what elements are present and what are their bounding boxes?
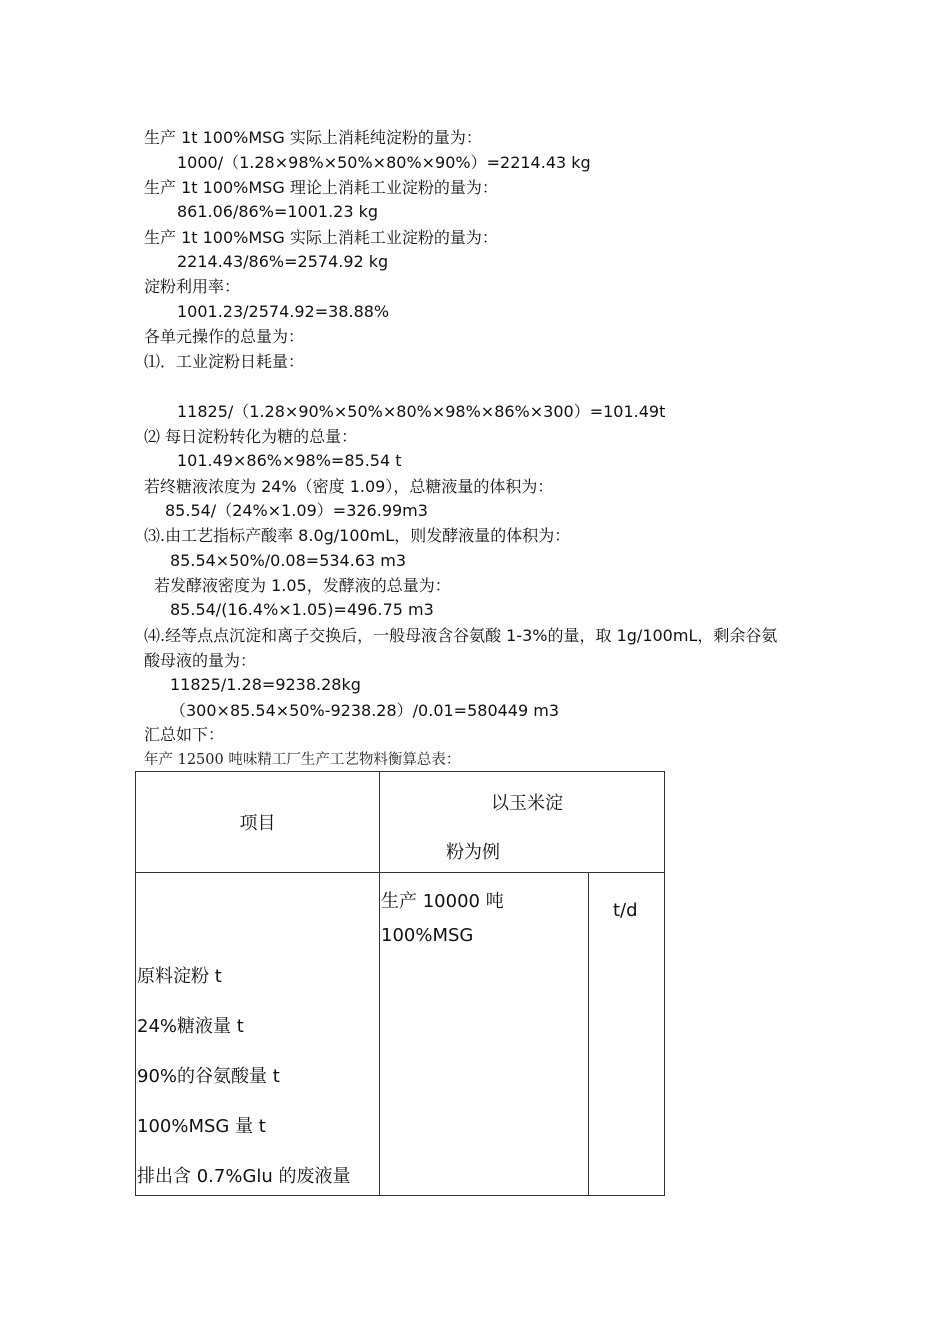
formula-line: 11825/1.28=9238.28kg bbox=[170, 675, 361, 694]
header-group-line1: 以玉米淀 bbox=[491, 793, 563, 814]
text-line: 生产 1t 100%MSG 实际上消耗纯淀粉的量为： bbox=[144, 128, 482, 147]
unit-column-cell bbox=[589, 873, 665, 1196]
text-line: ⑴．工业淀粉日耗量： bbox=[144, 352, 305, 371]
formula-line: 85.54/（24%×1.09）=326.99m3 bbox=[165, 501, 428, 520]
text-line: 若终糖液浓度为 24%（密度 1.09），总糖液量的体积为： bbox=[144, 477, 554, 496]
formula-line: （300×85.54×50%-9238.28）/0.01=580449 m3 bbox=[170, 701, 560, 720]
table-caption: 年产 12500 吨味精工厂生产工艺物料衡算总表： bbox=[144, 752, 461, 768]
text-line: 淀粉利用率： bbox=[144, 277, 241, 296]
formula-line: 1001.23/2574.92=38.88% bbox=[177, 302, 390, 321]
header-item-cell bbox=[136, 772, 380, 873]
formula-line: 85.54/(16.4%×1.05)=496.75 m3 bbox=[170, 600, 434, 619]
formula-line: 861.06/86%=1001.23 kg bbox=[177, 202, 379, 221]
formula-line: 85.54×50%/0.08=534.63 m3 bbox=[170, 551, 407, 570]
row-label: 90%的谷氨酸量 t bbox=[137, 1066, 280, 1087]
formula-line: 2214.43/86%=2574.92 kg bbox=[177, 252, 389, 271]
text-line: ⑷.经等点点沉淀和离子交换后，一般母液含谷氨酸 1-3%的量，取 1g/100mL，剩余谷氨 bbox=[144, 626, 778, 645]
production-header-line1: 生产 10000 吨 bbox=[381, 891, 504, 912]
text-line: 生产 1t 100%MSG 实际上消耗工业淀粉的量为： bbox=[144, 228, 498, 247]
header-item-label: 项目 bbox=[239, 813, 276, 834]
text-line: 生产 1t 100%MSG 理论上消耗工业淀粉的量为： bbox=[144, 178, 498, 197]
text-line: 各单元操作的总量为： bbox=[144, 327, 305, 346]
row-label: 原料淀粉 t bbox=[137, 966, 222, 987]
formula-line: 101.49×86%×98%=85.54 t bbox=[177, 451, 402, 470]
production-column-cell bbox=[380, 873, 589, 1196]
row-label: 100%MSG 量 t bbox=[137, 1116, 266, 1137]
production-header-line2: 100%MSG bbox=[381, 925, 474, 946]
formula-line: 1000/（1.28×98%×50%×80%×90%）=2214.43 kg bbox=[177, 153, 591, 172]
text-line: ⑵ 每日淀粉转化为糖的总量： bbox=[144, 427, 358, 446]
row-label: 24%糖液量 t bbox=[137, 1016, 244, 1037]
text-line: 酸母液的量为： bbox=[144, 651, 257, 670]
formula-line: 11825/（1.28×90%×50%×80%×98%×86%×300）=101.49t bbox=[177, 402, 666, 421]
text-line: 若发酵液密度为 1.05，发酵液的总量为： bbox=[154, 576, 451, 595]
header-group-line2: 粉为例 bbox=[446, 842, 500, 863]
row-label: 排出含 0.7%Glu 的废液量 bbox=[137, 1166, 351, 1187]
row-labels-cell bbox=[136, 873, 380, 1196]
text-line: ⑶.由工艺指标产酸率 8.0g/100mL，则发酵液量的体积为： bbox=[144, 526, 571, 545]
header-group-cell bbox=[380, 772, 665, 873]
unit-header: t/d bbox=[613, 900, 638, 921]
material-balance-table bbox=[135, 771, 665, 1196]
text-line: 汇总如下： bbox=[144, 725, 225, 744]
